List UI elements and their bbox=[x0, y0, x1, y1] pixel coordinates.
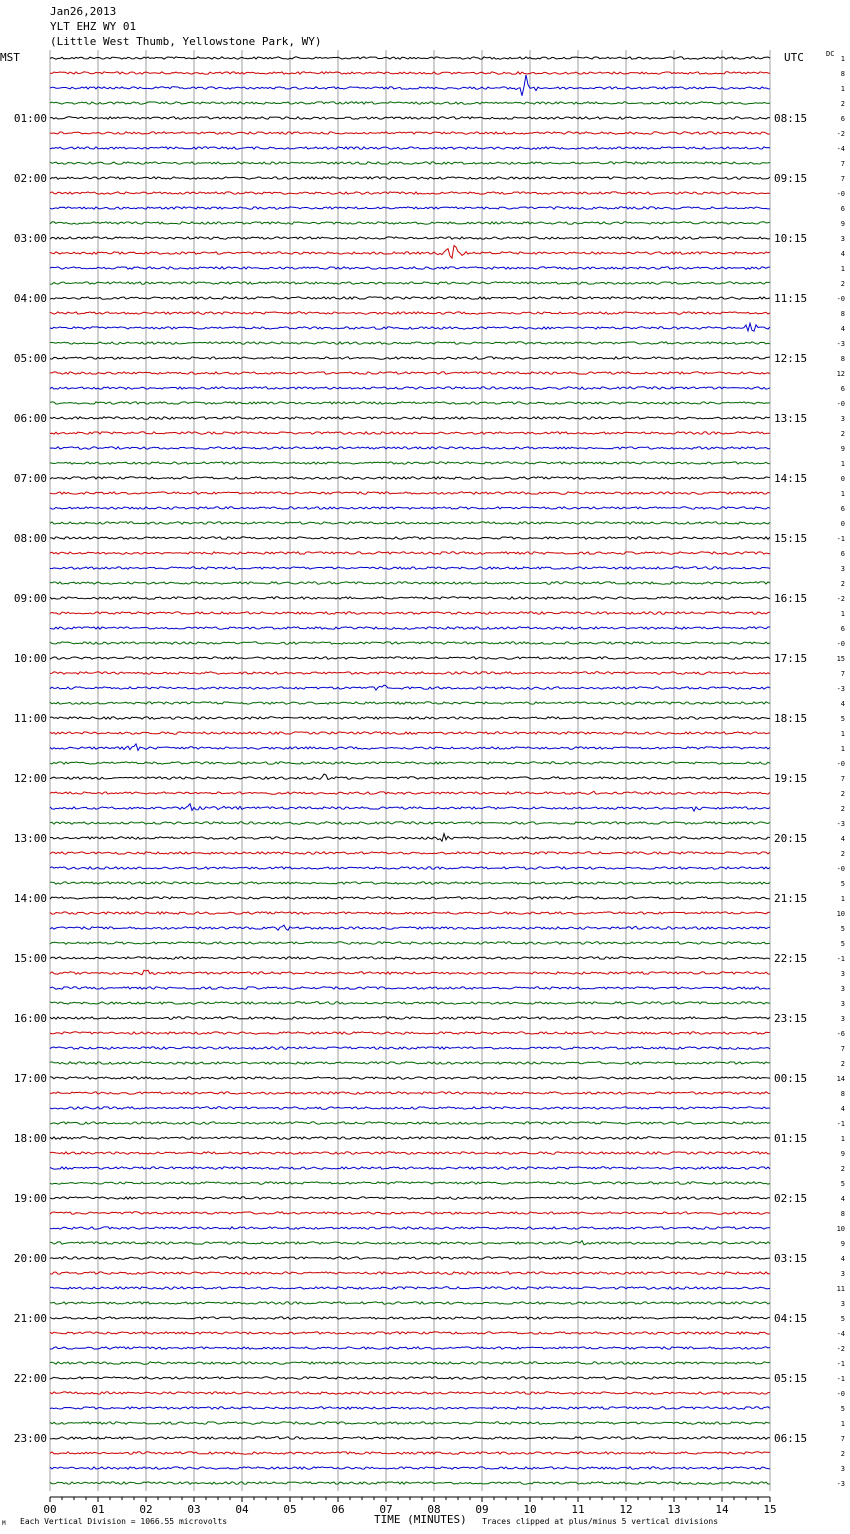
trace-line bbox=[50, 477, 770, 479]
dc-offset-value: 10 bbox=[836, 910, 845, 918]
utc-hour-label: 03:15 bbox=[774, 1252, 808, 1265]
dc-offset-value: 2 bbox=[840, 790, 845, 798]
dc-offset-value: 5 bbox=[840, 1180, 845, 1188]
dc-offset-value: 3 bbox=[840, 970, 845, 978]
dc-offset-value: 7 bbox=[840, 1045, 845, 1053]
dc-offset-value: 3 bbox=[840, 1000, 845, 1008]
dc-offset-value: -1 bbox=[836, 535, 845, 543]
x-tick-label: 00 bbox=[43, 1503, 57, 1516]
trace-line bbox=[50, 642, 770, 644]
dc-offset-value: 14 bbox=[836, 1075, 845, 1083]
dc-offset-value: 5 bbox=[840, 880, 845, 888]
dc-offset-value: 0 bbox=[840, 475, 845, 483]
trace-line bbox=[50, 1272, 770, 1274]
utc-hour-label: 23:15 bbox=[774, 1012, 808, 1025]
trace-line bbox=[50, 1317, 770, 1319]
mst-hour-label: 04:00 bbox=[13, 292, 47, 305]
trace-line bbox=[50, 774, 770, 780]
trace-line bbox=[50, 1092, 770, 1094]
dc-offset-value: 7 bbox=[840, 1435, 845, 1443]
mst-hour-label: 06:00 bbox=[13, 412, 47, 425]
trace-line bbox=[50, 1047, 770, 1049]
dc-offset-value: 8 bbox=[840, 355, 845, 363]
mst-hour-label: 10:00 bbox=[13, 652, 47, 665]
dc-offset-value: 3 bbox=[840, 415, 845, 423]
dc-offset-value: 1 bbox=[840, 1420, 845, 1428]
mst-hour-label: 03:00 bbox=[13, 232, 47, 245]
trace-line bbox=[50, 822, 770, 824]
dc-offset-value: 4 bbox=[840, 1195, 845, 1203]
trace-line bbox=[50, 744, 770, 751]
trace-line bbox=[50, 492, 770, 494]
dc-offset-value: 2 bbox=[840, 805, 845, 813]
trace-line bbox=[50, 72, 770, 74]
trace-line bbox=[50, 925, 770, 930]
dc-offset-value: 1 bbox=[840, 610, 845, 618]
mst-hour-label: 19:00 bbox=[13, 1192, 47, 1205]
dc-offset-value: 1 bbox=[840, 895, 845, 903]
x-tick-label: 05 bbox=[283, 1503, 297, 1516]
dc-offset-value: 2 bbox=[840, 850, 845, 858]
utc-hour-label: 13:15 bbox=[774, 412, 808, 425]
dc-offset-value: 5 bbox=[840, 940, 845, 948]
trace-line bbox=[50, 612, 770, 614]
mst-hour-label: 12:00 bbox=[13, 772, 47, 785]
dc-offset-value: 9 bbox=[840, 220, 845, 228]
trace-line bbox=[50, 402, 770, 404]
trace-line bbox=[50, 147, 770, 149]
mst-hour-label: 02:00 bbox=[13, 172, 47, 185]
mst-hour-label: 21:00 bbox=[13, 1312, 47, 1325]
trace-line bbox=[50, 57, 770, 59]
trace-line bbox=[50, 552, 770, 554]
trace-line bbox=[50, 1422, 770, 1424]
trace-line bbox=[50, 1241, 770, 1245]
dc-offset-value: 1 bbox=[840, 730, 845, 738]
trace-line bbox=[50, 1137, 770, 1139]
trace-line bbox=[50, 75, 770, 96]
utc-hour-label: 21:15 bbox=[774, 892, 808, 905]
mst-hour-label: 13:00 bbox=[13, 832, 47, 845]
dc-offset-value: 7 bbox=[840, 670, 845, 678]
utc-hour-label: 05:15 bbox=[774, 1372, 808, 1385]
x-tick-label: 10 bbox=[523, 1503, 537, 1516]
trace-line bbox=[50, 685, 770, 690]
trace-line bbox=[50, 627, 770, 629]
x-tick-label: 11 bbox=[571, 1503, 585, 1516]
dc-offset-value: 4 bbox=[840, 1105, 845, 1113]
dc-offset-value: -1 bbox=[836, 1360, 845, 1368]
trace-line bbox=[50, 462, 770, 464]
dc-offset-value: 3 bbox=[840, 1300, 845, 1308]
dc-offset-value: 9 bbox=[840, 1240, 845, 1248]
trace-line bbox=[50, 582, 770, 584]
x-tick-label: 12 bbox=[619, 1503, 633, 1516]
dc-offset-value: -3 bbox=[836, 340, 845, 348]
dc-offset-value: 1 bbox=[840, 265, 845, 273]
dc-offset-value: 1 bbox=[840, 460, 845, 468]
utc-hour-label: 22:15 bbox=[774, 952, 808, 965]
mst-hour-labels bbox=[14, 112, 47, 1445]
dc-offset-value: -6 bbox=[836, 1030, 845, 1038]
trace-line bbox=[50, 162, 770, 164]
trace-line bbox=[50, 297, 770, 299]
trace-line bbox=[50, 882, 770, 884]
trace-line bbox=[50, 1182, 770, 1184]
trace-line bbox=[50, 1392, 770, 1394]
trace-line bbox=[50, 1152, 770, 1154]
trace-line bbox=[50, 1197, 770, 1199]
dc-offset-value: -2 bbox=[836, 595, 845, 603]
x-tick-label: 06 bbox=[331, 1503, 345, 1516]
trace-line bbox=[50, 702, 770, 704]
dc-offset-value: 1 bbox=[840, 1135, 845, 1143]
dc-offset-value: 2 bbox=[840, 1450, 845, 1458]
dc-offset-value: 1 bbox=[840, 55, 845, 63]
trace-line bbox=[50, 117, 770, 119]
trace-line bbox=[50, 1347, 770, 1349]
dc-offset-value: 7 bbox=[840, 775, 845, 783]
trace-line bbox=[50, 912, 770, 914]
trace-line bbox=[50, 1062, 770, 1064]
dc-offset-value: 10 bbox=[836, 1225, 845, 1233]
dc-offset-value: -2 bbox=[836, 1345, 845, 1353]
trace-line bbox=[50, 717, 770, 719]
trace-line bbox=[50, 567, 770, 569]
dc-offset-value: 2 bbox=[840, 100, 845, 108]
utc-hour-label: 08:15 bbox=[774, 112, 808, 125]
scale-note: Each Vertical Division = 1066.55 microvolts bbox=[20, 1517, 228, 1526]
dc-offset-value: 2 bbox=[840, 1060, 845, 1068]
utc-hour-label: 17:15 bbox=[774, 652, 808, 665]
x-tick-label: 14 bbox=[715, 1503, 729, 1516]
x-tick-label: 01 bbox=[91, 1503, 105, 1516]
dc-offset-value: 6 bbox=[840, 385, 845, 393]
dc-offset-value: 5 bbox=[840, 1405, 845, 1413]
utc-hour-label: 00:15 bbox=[774, 1072, 808, 1085]
dc-offset-value: -1 bbox=[836, 1375, 845, 1383]
dc-offset-value: 4 bbox=[840, 700, 845, 708]
trace-line bbox=[50, 267, 770, 269]
mst-hour-label: 01:00 bbox=[13, 112, 47, 125]
mst-hour-label: 09:00 bbox=[13, 592, 47, 605]
trace-line bbox=[50, 237, 770, 239]
x-tick-label: 04 bbox=[235, 1503, 249, 1516]
trace-line bbox=[50, 432, 770, 434]
dc-offset-value: -1 bbox=[836, 1120, 845, 1128]
x-tick-label: 03 bbox=[187, 1503, 201, 1516]
trace-line bbox=[50, 372, 770, 374]
utc-hour-label: 11:15 bbox=[774, 292, 808, 305]
trace-line bbox=[50, 834, 770, 842]
trace-line bbox=[50, 957, 770, 959]
trace-line bbox=[50, 1407, 770, 1409]
utc-hour-label: 04:15 bbox=[774, 1312, 808, 1325]
x-tick-label: 13 bbox=[667, 1503, 681, 1516]
x-tick-label: 02 bbox=[139, 1503, 153, 1516]
dc-offset-value: 3 bbox=[840, 1270, 845, 1278]
mst-hour-label: 18:00 bbox=[13, 1132, 47, 1145]
dc-label: DC bbox=[826, 50, 835, 58]
x-tick-label: 08 bbox=[427, 1503, 441, 1516]
utc-hour-labels bbox=[774, 112, 807, 1445]
trace-line bbox=[50, 1227, 770, 1229]
dc-offset-value: -0 bbox=[836, 640, 845, 648]
trace-line bbox=[50, 282, 770, 284]
clip-note: Traces clipped at plus/minus 5 vertical divisions bbox=[482, 1517, 719, 1526]
dc-offset-value: 9 bbox=[840, 445, 845, 453]
dc-offset-value: 4 bbox=[840, 835, 845, 843]
utc-label: UTC bbox=[784, 51, 804, 64]
trace-line bbox=[50, 897, 770, 899]
trace-line bbox=[50, 732, 770, 734]
trace-line bbox=[50, 942, 770, 944]
dc-offset-value: 3 bbox=[840, 565, 845, 573]
utc-hour-label: 19:15 bbox=[774, 772, 808, 785]
dc-offset-value: 5 bbox=[840, 1315, 845, 1323]
dc-offset-value: 2 bbox=[840, 280, 845, 288]
trace-line bbox=[50, 1257, 770, 1259]
trace-line bbox=[50, 791, 770, 794]
dc-offset-value: 6 bbox=[840, 115, 845, 123]
trace-line bbox=[50, 132, 770, 134]
mst-hour-label: 05:00 bbox=[13, 352, 47, 365]
trace-line bbox=[50, 387, 770, 389]
trace-line bbox=[50, 222, 770, 224]
trace-line bbox=[50, 852, 770, 854]
dc-offset-value: 2 bbox=[840, 580, 845, 588]
trace-line bbox=[50, 1437, 770, 1439]
x-axis-title: TIME (MINUTES) bbox=[374, 1513, 467, 1526]
trace-line bbox=[50, 522, 770, 524]
trace-line bbox=[50, 323, 770, 331]
dc-offset-value: 12 bbox=[836, 370, 845, 378]
dc-offset-value: -1 bbox=[836, 955, 845, 963]
utc-hour-label: 09:15 bbox=[774, 172, 808, 185]
trace-line bbox=[50, 192, 770, 194]
station-location: (Little West Thumb, Yellowstone Park, WY) bbox=[50, 35, 322, 48]
trace-line bbox=[50, 657, 770, 659]
dc-offset-value: 7 bbox=[840, 175, 845, 183]
mst-hour-label: 08:00 bbox=[13, 532, 47, 545]
trace-line bbox=[50, 1077, 770, 1079]
trace-line bbox=[50, 102, 770, 104]
trace-line bbox=[50, 246, 770, 259]
trace-line bbox=[50, 1452, 770, 1454]
dc-offset-value: -0 bbox=[836, 1390, 845, 1398]
trace-line bbox=[50, 1377, 770, 1379]
dc-offset-value: 0 bbox=[840, 520, 845, 528]
trace-line bbox=[50, 987, 770, 989]
trace-line bbox=[50, 447, 770, 449]
dc-offset-value: 3 bbox=[840, 1465, 845, 1473]
dc-offset-value: 6 bbox=[840, 550, 845, 558]
dc-offset-value: 3 bbox=[840, 1015, 845, 1023]
utc-hour-label: 01:15 bbox=[774, 1132, 808, 1145]
trace-line bbox=[50, 1362, 770, 1364]
dc-offset-value: -3 bbox=[836, 685, 845, 693]
dc-offset-value: 2 bbox=[840, 430, 845, 438]
trace-line bbox=[50, 597, 770, 599]
dc-offset-value: 8 bbox=[840, 70, 845, 78]
dc-offset-value: -4 bbox=[836, 145, 845, 153]
dc-offset-value: 1 bbox=[840, 745, 845, 753]
utc-hour-label: 12:15 bbox=[774, 352, 808, 365]
trace-line bbox=[50, 537, 770, 539]
mst-hour-label: 20:00 bbox=[13, 1252, 47, 1265]
trace-line bbox=[50, 507, 770, 509]
dc-offset-value: -3 bbox=[836, 820, 845, 828]
dc-offset-value: 6 bbox=[840, 625, 845, 633]
mst-hour-label: 11:00 bbox=[13, 712, 47, 725]
utc-hour-label: 14:15 bbox=[774, 472, 808, 485]
trace-line bbox=[50, 1122, 770, 1124]
trace-line bbox=[50, 804, 770, 811]
station-code: YLT EHZ WY 01 bbox=[50, 20, 137, 33]
trace-line bbox=[50, 867, 770, 869]
trace-line bbox=[50, 1302, 770, 1304]
record-date: Jan26,2013 bbox=[50, 5, 117, 18]
trace-line bbox=[50, 357, 770, 359]
dc-offset-value: 11 bbox=[836, 1285, 845, 1293]
dc-offset-value: 3 bbox=[840, 235, 845, 243]
dc-offset-value: -0 bbox=[836, 295, 845, 303]
trace-line bbox=[50, 1332, 770, 1334]
dc-offset-value: -0 bbox=[836, 190, 845, 198]
seismic-traces bbox=[50, 57, 770, 1484]
trace-line bbox=[50, 312, 770, 314]
dc-offset-value: -0 bbox=[836, 400, 845, 408]
dc-offset-value: 15 bbox=[836, 655, 845, 663]
mst-label: MST bbox=[0, 51, 20, 64]
trace-line bbox=[50, 970, 770, 975]
dc-offset-value: 8 bbox=[840, 1210, 845, 1218]
dc-offset-value: -0 bbox=[836, 760, 845, 768]
dc-offset-value: 6 bbox=[840, 205, 845, 213]
trace-line bbox=[50, 1107, 770, 1109]
dc-offset-value: -3 bbox=[836, 1480, 845, 1488]
dc-offset-value: 9 bbox=[840, 1150, 845, 1158]
dc-offset-value: 2 bbox=[840, 1165, 845, 1173]
utc-hour-label: 02:15 bbox=[774, 1192, 808, 1205]
trace-line bbox=[50, 1032, 770, 1034]
utc-hour-label: 15:15 bbox=[774, 532, 808, 545]
dc-offset-labels bbox=[837, 55, 845, 1488]
trace-line bbox=[50, 1467, 770, 1469]
mst-hour-label: 22:00 bbox=[13, 1372, 47, 1385]
dc-offset-value: 7 bbox=[840, 160, 845, 168]
trace-line bbox=[50, 1002, 770, 1004]
trace-line bbox=[50, 672, 770, 674]
trace-line bbox=[50, 762, 770, 764]
dc-offset-value: 5 bbox=[840, 925, 845, 933]
dc-offset-value: 4 bbox=[840, 250, 845, 258]
mst-hour-label: 15:00 bbox=[13, 952, 47, 965]
dc-offset-value: 6 bbox=[840, 505, 845, 513]
dc-offset-value: 8 bbox=[840, 310, 845, 318]
trace-line bbox=[50, 342, 770, 344]
trace-line bbox=[50, 1212, 770, 1214]
utc-hour-label: 10:15 bbox=[774, 232, 808, 245]
mst-hour-label: 07:00 bbox=[13, 472, 47, 485]
mst-hour-label: 14:00 bbox=[13, 892, 47, 905]
dc-offset-value: -2 bbox=[836, 130, 845, 138]
x-tick-label: 15 bbox=[763, 1503, 777, 1516]
x-tick-label: 07 bbox=[379, 1503, 393, 1516]
mst-hour-label: 23:00 bbox=[13, 1432, 47, 1445]
dc-offset-value: -0 bbox=[836, 865, 845, 873]
trace-line bbox=[50, 1482, 770, 1484]
utc-hour-label: 20:15 bbox=[774, 832, 808, 845]
trace-line bbox=[50, 1167, 770, 1169]
corner-mark: M bbox=[2, 1520, 6, 1527]
mst-hour-label: 16:00 bbox=[13, 1012, 47, 1025]
mst-hour-label: 17:00 bbox=[13, 1072, 47, 1085]
dc-offset-value: 1 bbox=[840, 85, 845, 93]
dc-offset-value: -4 bbox=[836, 1330, 845, 1338]
dc-offset-value: 5 bbox=[840, 715, 845, 723]
dc-offset-value: 1 bbox=[840, 490, 845, 498]
dc-offset-value: 3 bbox=[840, 985, 845, 993]
trace-line bbox=[50, 207, 770, 209]
x-tick-label: 09 bbox=[475, 1503, 489, 1516]
minute-grid bbox=[50, 50, 770, 1491]
dc-offset-value: 4 bbox=[840, 325, 845, 333]
trace-line bbox=[50, 1287, 770, 1289]
dc-offset-value: 4 bbox=[840, 1255, 845, 1263]
trace-line bbox=[50, 1017, 770, 1019]
utc-hour-label: 16:15 bbox=[774, 592, 808, 605]
trace-line bbox=[50, 417, 770, 419]
utc-hour-label: 18:15 bbox=[774, 712, 808, 725]
utc-hour-label: 06:15 bbox=[774, 1432, 808, 1445]
trace-line bbox=[50, 177, 770, 179]
dc-offset-value: 8 bbox=[840, 1090, 845, 1098]
